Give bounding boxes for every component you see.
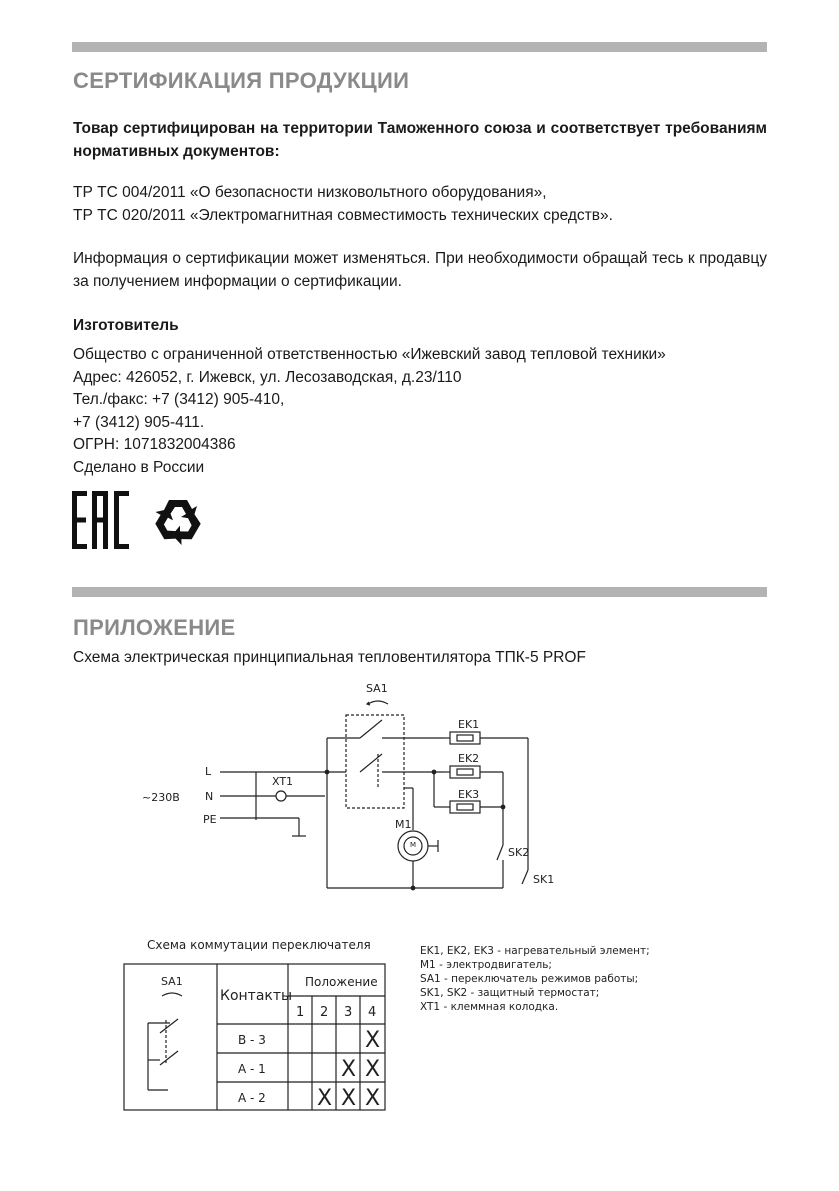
manufacturer-details bbox=[73, 344, 767, 479]
terminal-pe: PE bbox=[203, 813, 217, 826]
switch-actuator-icon bbox=[162, 993, 182, 996]
regulations-list bbox=[73, 182, 767, 227]
section-divider-top bbox=[72, 42, 767, 52]
manufacturer-ogrn: ОГРН: 1071832004386 bbox=[73, 436, 236, 453]
appendix-subtitle: Схема электрическая принципиальная тепловентилятора ТПК-5 PROF bbox=[73, 649, 586, 666]
legend-item: M1 - электродвигатель; bbox=[420, 959, 552, 971]
position-4: 4 bbox=[368, 1005, 377, 1020]
contact-a1: A - 1 bbox=[238, 1062, 266, 1076]
motor-label: M1 bbox=[395, 818, 412, 831]
made-in: Сделано в России bbox=[73, 458, 205, 476]
switch-actuator-icon bbox=[368, 701, 388, 704]
legend-item: SK1, SK2 - защитный термостат; bbox=[420, 987, 600, 999]
switch-mark: X bbox=[365, 1028, 381, 1053]
legend-item: EK1, EK2, EK3 - нагревательный элемент; bbox=[420, 945, 650, 957]
terminal-block-label: XT1 bbox=[272, 775, 294, 788]
manufacturer-phone-2: +7 (3412) 905-411. bbox=[73, 413, 205, 431]
contact-a2: A - 2 bbox=[238, 1091, 266, 1105]
manufacturer-heading: Изготовитель bbox=[73, 317, 179, 334]
recycle-icon bbox=[150, 500, 203, 548]
switching-scheme bbox=[0, 930, 839, 1115]
mini-switch-contact bbox=[160, 1051, 178, 1065]
manufacturer-phone: Тел./факс: +7 (3412) 905-410, bbox=[73, 391, 285, 408]
terminal-l: L bbox=[205, 765, 212, 778]
thermostat-sk2-label: SK2 bbox=[508, 846, 530, 859]
position-header: Положение bbox=[305, 975, 378, 989]
contacts-header: Контакты bbox=[220, 988, 293, 1004]
mini-switch-contact bbox=[160, 1019, 178, 1033]
switch-mark: X bbox=[365, 1086, 381, 1111]
switch-contact-2 bbox=[360, 754, 382, 772]
terminal-xt1 bbox=[276, 791, 286, 801]
appendix-title: ПРИЛОЖЕНИЕ bbox=[73, 615, 236, 640]
regulation-item: ТР ТС 020/2011 «Электромагнитная совместимость технических средств». bbox=[73, 206, 613, 224]
switch-table-title: Схема коммутации переключателя bbox=[147, 938, 371, 952]
certification-info: Информация о сертификации может изменяться. При необходимости обращай тесь к продавцу за получением информации о сертификации. bbox=[73, 250, 767, 290]
supply-label: ~230В bbox=[142, 791, 180, 804]
junction bbox=[501, 805, 505, 809]
heater-ek3 bbox=[450, 801, 480, 813]
table-switch-label: SA1 bbox=[161, 975, 183, 988]
manufacturer-address: Адрес: 426052, г. Ижевск, ул. Лесозаводская, д.23/110 bbox=[73, 368, 462, 386]
position-1: 1 bbox=[296, 1005, 305, 1020]
switch-label: SA1 bbox=[366, 682, 388, 695]
legend-item: XT1 - клеммная колодка. bbox=[420, 1001, 559, 1013]
switch-housing bbox=[346, 715, 404, 808]
heater-ek3-label: EK3 bbox=[458, 788, 480, 801]
manufacturer-name: Общество с ограниченной ответственностью «Ижевский завод тепловой техники» bbox=[73, 346, 666, 363]
position-2: 2 bbox=[320, 1005, 329, 1020]
junction bbox=[411, 886, 415, 890]
switch-contact-1 bbox=[360, 720, 382, 738]
junction bbox=[432, 770, 436, 774]
heater-ek2 bbox=[450, 766, 480, 778]
heater-ek2-core bbox=[457, 769, 473, 775]
heater-ek1-label: EK1 bbox=[458, 718, 480, 731]
switch-mark: X bbox=[341, 1057, 357, 1082]
eac-logo bbox=[72, 491, 129, 549]
certification-intro: Товар сертифицирован на территории Таможенного союза и соответствует требованиям нормативных документов: bbox=[73, 120, 767, 160]
heater-ek1-core bbox=[457, 735, 473, 741]
thermostat-sk1 bbox=[522, 870, 528, 884]
contact-b3: B - 3 bbox=[238, 1033, 266, 1047]
certification-logos bbox=[72, 490, 212, 552]
position-3: 3 bbox=[344, 1005, 353, 1020]
terminal-n: N bbox=[205, 790, 214, 803]
certification-title: СЕРТИФИКАЦИЯ ПРОДУКЦИИ bbox=[73, 68, 410, 93]
heater-ek3-core bbox=[457, 804, 473, 810]
circuit-diagram bbox=[0, 670, 839, 910]
legend-item: SA1 - переключатель режимов работы; bbox=[420, 973, 639, 985]
motor-symbol: M bbox=[410, 841, 417, 849]
thermostat-sk2 bbox=[497, 845, 503, 860]
switch-mark: X bbox=[317, 1086, 333, 1111]
section-divider-appendix bbox=[72, 587, 767, 597]
regulation-item: ТР ТС 004/2011 «О безопасности низковольтного оборудования», bbox=[73, 184, 547, 201]
switch-mark: X bbox=[341, 1086, 357, 1111]
heater-ek1 bbox=[450, 732, 480, 744]
switch-mark: X bbox=[365, 1057, 381, 1082]
thermostat-sk1-label: SK1 bbox=[533, 873, 555, 886]
heater-ek2-label: EK2 bbox=[458, 752, 480, 765]
